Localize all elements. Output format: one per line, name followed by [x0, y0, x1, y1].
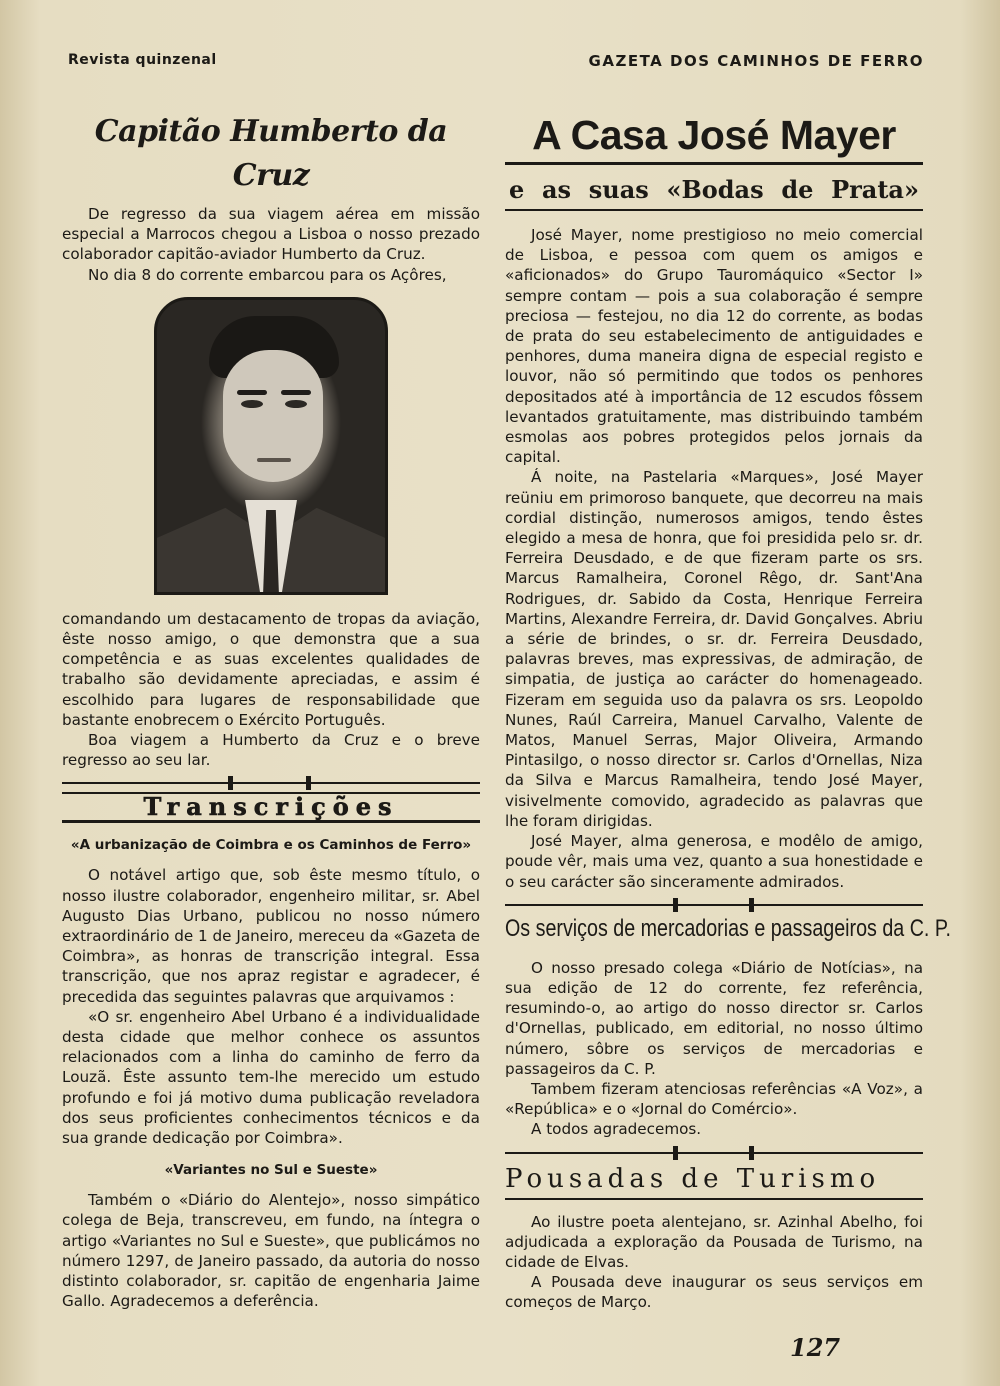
- right-column: [505, 110, 951, 1313]
- divider: [505, 898, 923, 912]
- subheading: «A urbanização de Coimbra e os Caminhos de Ferro»: [70, 837, 472, 854]
- left-column: [62, 110, 480, 1312]
- paragraph: O nosso presado colega «Diário de Notícias», na sua edição de 12 do corrente, fez referência, resumindo-o, ao artigo do nosso director sr. Carlos d'Ornellas, publicado, em editorial, no nosso último número, sôbre os serviços de mercadorias e passageiros da C. P.: [505, 958, 923, 1078]
- portrait-photo: [154, 297, 388, 595]
- subtitle-word: e: [509, 175, 525, 204]
- paragraph: José Mayer, alma generosa, e modêlo de amigo, poude vêr, mais uma vez, quanto a sua honestidade e o seu carácter são sinceramente admirados.: [505, 832, 923, 891]
- paragraph: A Pousada deve inaugurar os seus serviços em começos de Março.: [505, 1273, 923, 1312]
- paragraph: De regresso da sua viagem aérea em missão especial a Marrocos chegou a Lisboa o nosso prezado colaborador capitão-aviador Humberto da Cruz.: [62, 205, 480, 264]
- divider: [505, 1146, 923, 1160]
- page-number: 127: [790, 1333, 841, 1362]
- subtitle-word: de: [781, 175, 814, 204]
- article-title-servicos: Os serviços de mercadorias e passageiros da C. P.: [505, 914, 951, 942]
- article-title-humberto: Capitão Humberto da Cruz: [94, 114, 448, 193]
- subtitle-word: as: [541, 175, 572, 204]
- paragraph: Também o «Diário do Alentejo», nosso simpático colega de Beja, transcreveu, em fundo, na íntegra o artigo «Variantes no Sul e Sueste», que publicámos no número 1297, de Janeiro passado, da autoria do nosso distinto colaborador, sr. capitão de engenharia Jaime Gallo. Agradecemos a deferência.: [62, 1191, 480, 1311]
- paragraph: Á noite, na Pastelaria «Marques», José Mayer reüniu em primoroso banquete, que decorreu na mais cordial distinção, numerosos amigos, tendo êstes elegido a mesa de honra, que foi presidida pelo sr. dr. Ferreira Deusdado, e de que fizeram parte os srs. Marcus Ramalheira, Coronel Rêgo, dr. Sant'Ana Rodrigues, dr. Sabido da Costa, Henrique Ferreira Martins, Alexandre Ferreira, dr. David Gonçalves. Abriu a série de brindes, o sr. dr. Ferreira Deusdado, palavras breves, mas expressivas, de admiração, de simpatia, de justiça ao carácter do homenageado. Fizeram em seguida uso da palavra os srs. Leopoldo Nunes, Raúl Carreira, Manuel Carvalho, Valente de Matos, Manuel Serras, Major Oliveira, Armando Pintasilgo, o nosso director sr. Carlos d'Ornellas, Niza da Silva e Marcus Ramalheira, tendo José Mayer, visivelmente comovido, agradecido as palavras que lhe foram dirigidas.: [505, 468, 923, 830]
- paragraph: Ao ilustre poeta alentejano, sr. Azinhal Abelho, foi adjudicada a exploração da Pousada de Turismo, na cidade de Elvas.: [505, 1212, 923, 1271]
- article-title-mayer: A Casa José Mayer: [505, 110, 923, 165]
- article-title-pousadas: Pousadas de Turismo: [505, 1162, 923, 1200]
- paragraph: Tambem fizeram atenciosas referências «A Voz», a «República» e o «Jornal do Comércio».: [505, 1079, 923, 1119]
- header-right: GAZETA DOS CAMINHOS DE FERRO: [588, 52, 924, 70]
- paragraph: José Mayer, nome prestigioso no meio comercial de Lisboa, e pessoa com quem os amigos e «aficionados» do Grupo Tauromáquico «Sector I» sempre contam — pois a sua colaboração é sempre preciosa — festejou, no dia 12 do corrente, as bodas de prata do seu estabelecimento de antiguidades e penhores, duma maneira digna de especial registo e louvor, não só permitindo que todos os penhores depositados até à importância de 12 escudos fôssem levantados gratuitamente, mas distribuindo também esmolas aos pobres protegidos pelos jornais da capital.: [505, 226, 923, 467]
- article-subtitle-mayer: [505, 173, 923, 211]
- paragraph: comandando um destacamento de tropas da aviação, êste nosso amigo, o que demonstra que a sua competência e as suas excelentes qualidades de trabalho são devidamente apreciadas, e assim é escolhido para lugares de responsabilidade que bastante enobrecem o Exército Português.: [62, 609, 480, 729]
- subtitle-word: suas: [588, 175, 649, 204]
- paragraph: Boa viagem a Humberto da Cruz e o breve regresso ao seu lar.: [62, 731, 480, 770]
- subheading: «Variantes no Sul e Sueste»: [164, 1162, 378, 1179]
- subtitle-word: «Bodas: [666, 175, 764, 204]
- paragraph: No dia 8 do corrente embarcou para os Açôres,: [88, 265, 447, 284]
- paragraph: «O sr. engenheiro Abel Urbano é a individualidade desta cidade que melhor conhece os assuntos relacionados com a linha do caminho de ferro da Louzã. Êste assunto tem-lhe merecido um estudo profundo e foi já motivo duma publicação reveladora dos seus proficientes conhecimentos técnicos e da sua grande dedicação por Coimbra».: [62, 1007, 480, 1148]
- paragraph: O notável artigo que, sob êste mesmo título, o nosso ilustre colaborador, engenheiro militar, sr. Abel Augusto Dias Urbano, publicou no nosso número extraordinário de 1 de Janeiro, mereceu da «Gazeta de Coimbra», as honras de transcrição integral. Essa transcrição, que nos apraz registar e agradecer, é precedida das seguintes palavras que arquivamos :: [62, 866, 480, 1006]
- paragraph: A todos agradecemos.: [531, 1120, 702, 1139]
- subtitle-word: Prata»: [831, 175, 919, 204]
- header-left: Revista quinzenal: [68, 52, 217, 68]
- divider: [62, 776, 480, 790]
- section-title-transcricoes: Transcrições: [62, 792, 480, 823]
